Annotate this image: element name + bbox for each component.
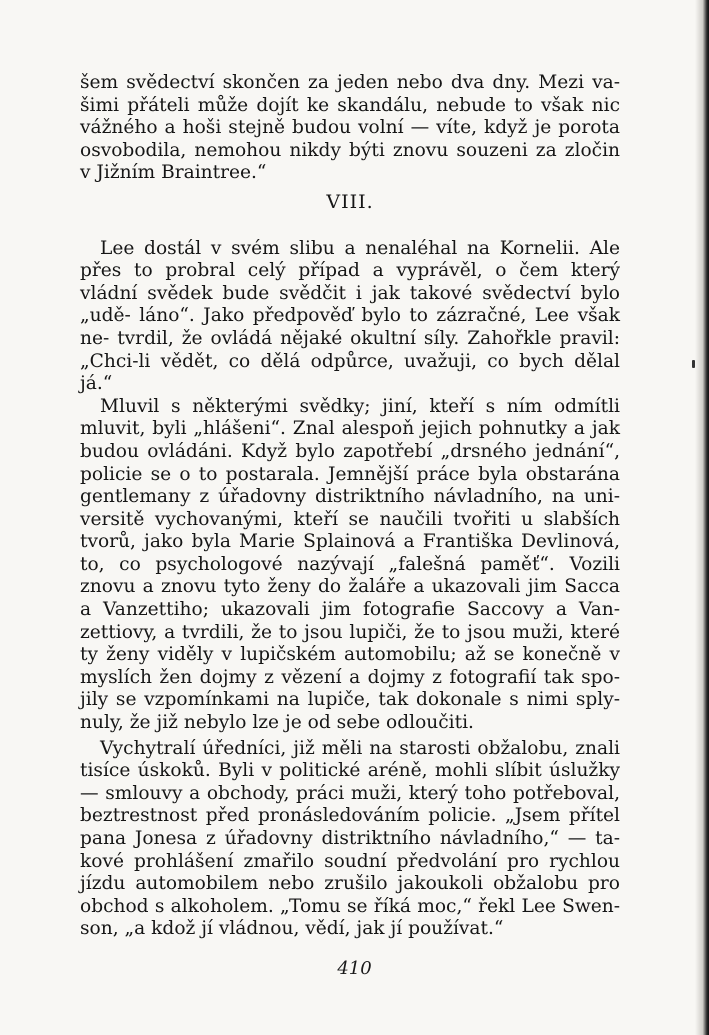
paragraph-3: Vychytralí úředníci, již měli na starosti obžalobu, znali tisíce úskoků. Byli v politické aréně, mohli slíbit úslužky — smlouvy a obchody, práci muži, který toho potřeboval, beztrestnost před pronásledováním policie. „Jsem přítel pana Jonesa z úřadovny distriktního návladního,“ — ta- kové prohlášení zmařilo soudní předvolání pro rychlou jízdu automobilem nebo zrušilo jakoukoli obžalobu pro obchod s alkoholem. „Tomu se říká moc,“ řekl Lee Swen- son, „a kdož jí vládnou, vědí, jak jí používat.“ <box>80 737 620 940</box>
chapter-heading: VIII. <box>326 190 374 213</box>
stray-ink-mark <box>692 360 695 368</box>
opening-paragraph: šem svědectví skončen za jeden nebo dva dny. Mezi va- šimi přáteli může dojít ke skandálu, nebude to však nic vážného a hoši stejně budou volní — víte, když je porota osvobodila, nemohou nikdy býti znovu souzeni za zločin v Jižním Braintree.“ <box>80 72 620 184</box>
paragraph-2: Mluvil s některými svědky; jiní, kteří s ním odmítli mluvit, byli „hlášeni“. Znal alespoň jejich pohnutky a jak budou ovládáni. Když bylo zapotřebí „drsného jednání“, policie se o to postarala. Jemnější práce byla obstarána gentlemany z úřadovny distriktního návladního, na uni- versitě vychovanými, kteří se naučili tvořiti u slabších tvorů, jako byla Marie Splainová a Františka Devlinová, to, co psychologové nazývají „falešná paměť“. Vozili znovu a znovu tyto ženy do žaláře a ukazovali jim Sacca a Vanzettiho; ukazovali jim fotografie Saccovy a Van- zettiovy, a tvrdili, že to jsou lupiči, že to jsou muži, které ty ženy viděly v lupičském automobilu; až se konečně v myslích žen dojmy z vězení a dojmy z fotografií tak spo- jily se vzpomínkami na lupiče, tak dokonale s nimi sply- nuly, že již nebylo lze je od sebe odloučiti. <box>80 395 620 734</box>
page-text <box>80 72 620 941</box>
page-number: 410 <box>337 958 372 979</box>
paragraph-1: Lee dostál v svém slibu a nenaléhal na Kornelii. Ale přes to probral celý případ a vyprávěl, o čem který vládní svědek bude svědčit i jak takové svědectví bylo „udě- láno“. Jako předpověď bylo to zázračné, Lee však ne- tvrdil, že ovládá nějaké okultní síly. Zahořkle pravil: „Chci-li vědět, co dělá odpůrce, uvažuji, co bych dělal já.“ <box>80 237 620 395</box>
page-edge-shadow <box>695 0 709 1035</box>
